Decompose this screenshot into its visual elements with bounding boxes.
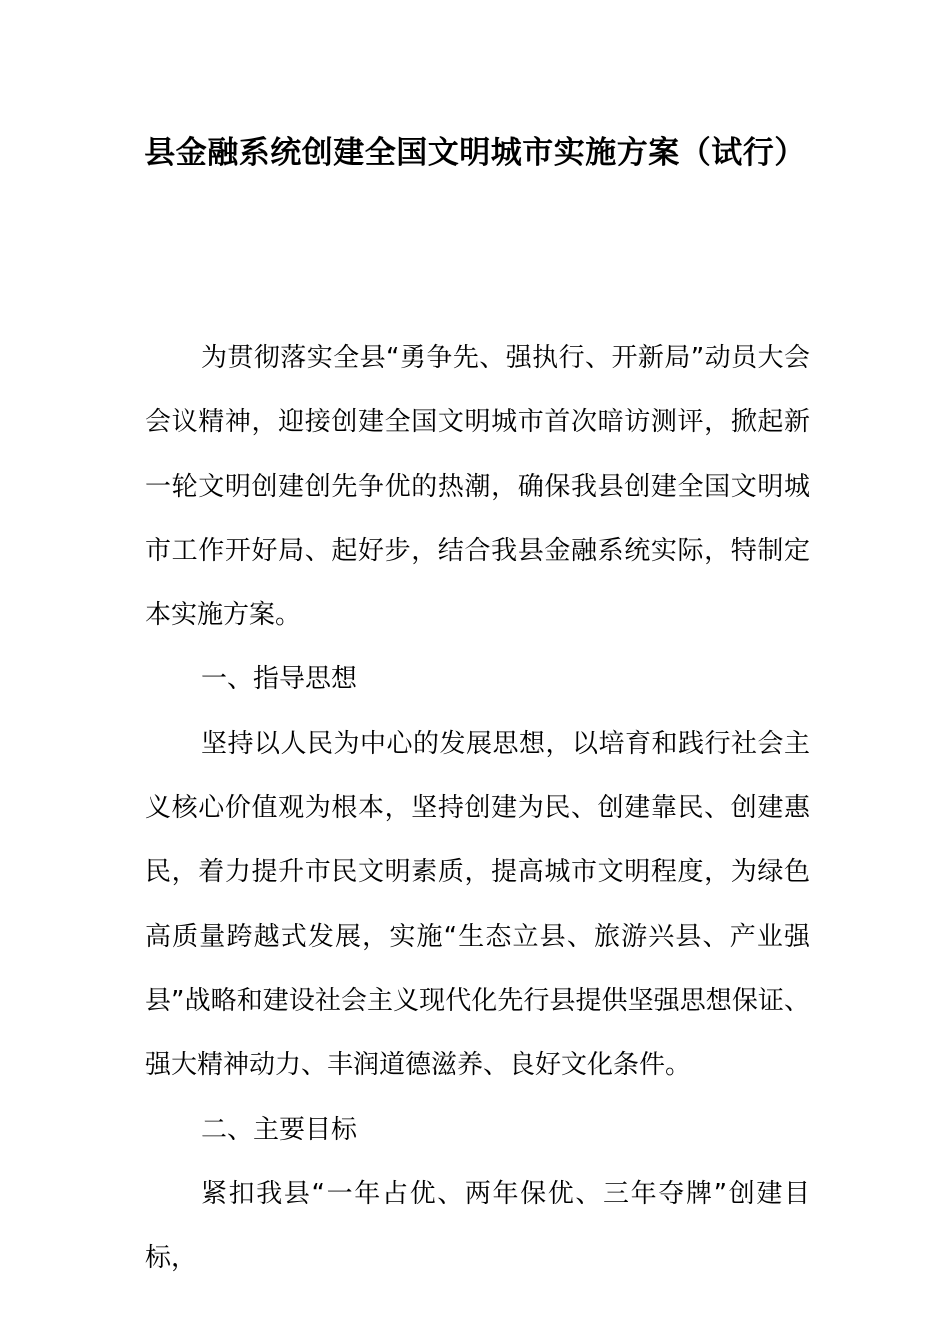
section-heading-main-goals: 二、主要目标: [201, 1114, 358, 1145]
main-goals-paragraph: 紧扣我县“一年占优、两年保优、三年夺牌”创建目标，: [145, 1178, 810, 1274]
section-heading-guiding-ideology: 一、指导思想: [201, 664, 358, 695]
document-body: [145, 326, 810, 1290]
guiding-ideology-paragraph: 坚持以人民为中心的发展思想，以培育和践行社会主义核心价值观为根本，坚持创建为民、创建靠民、创建惠民，着力提升市民文明素质，提高城市文明程度，为绿色高质量跨越式发展，实施“生态立县、旅游兴县、产业强县”战略和建设社会主义现代化先行县提供坚强思想保证、强大精神动力、丰润道德滋养、良好文化条件。: [145, 728, 810, 1081]
document-title: 县金融系统创建全国文明城市实施方案（试行）: [144, 135, 806, 171]
intro-paragraph: 为贯彻落实全县“勇争先、强执行、开新局”动员大会会议精神，迎接创建全国文明城市首次暗访测评，掀起新一轮文明创建创先争优的热潮，确保我县创建全国文明城市工作开好局、起好步，结合我县金融系统实际，特制定本实施方案。: [145, 343, 810, 631]
